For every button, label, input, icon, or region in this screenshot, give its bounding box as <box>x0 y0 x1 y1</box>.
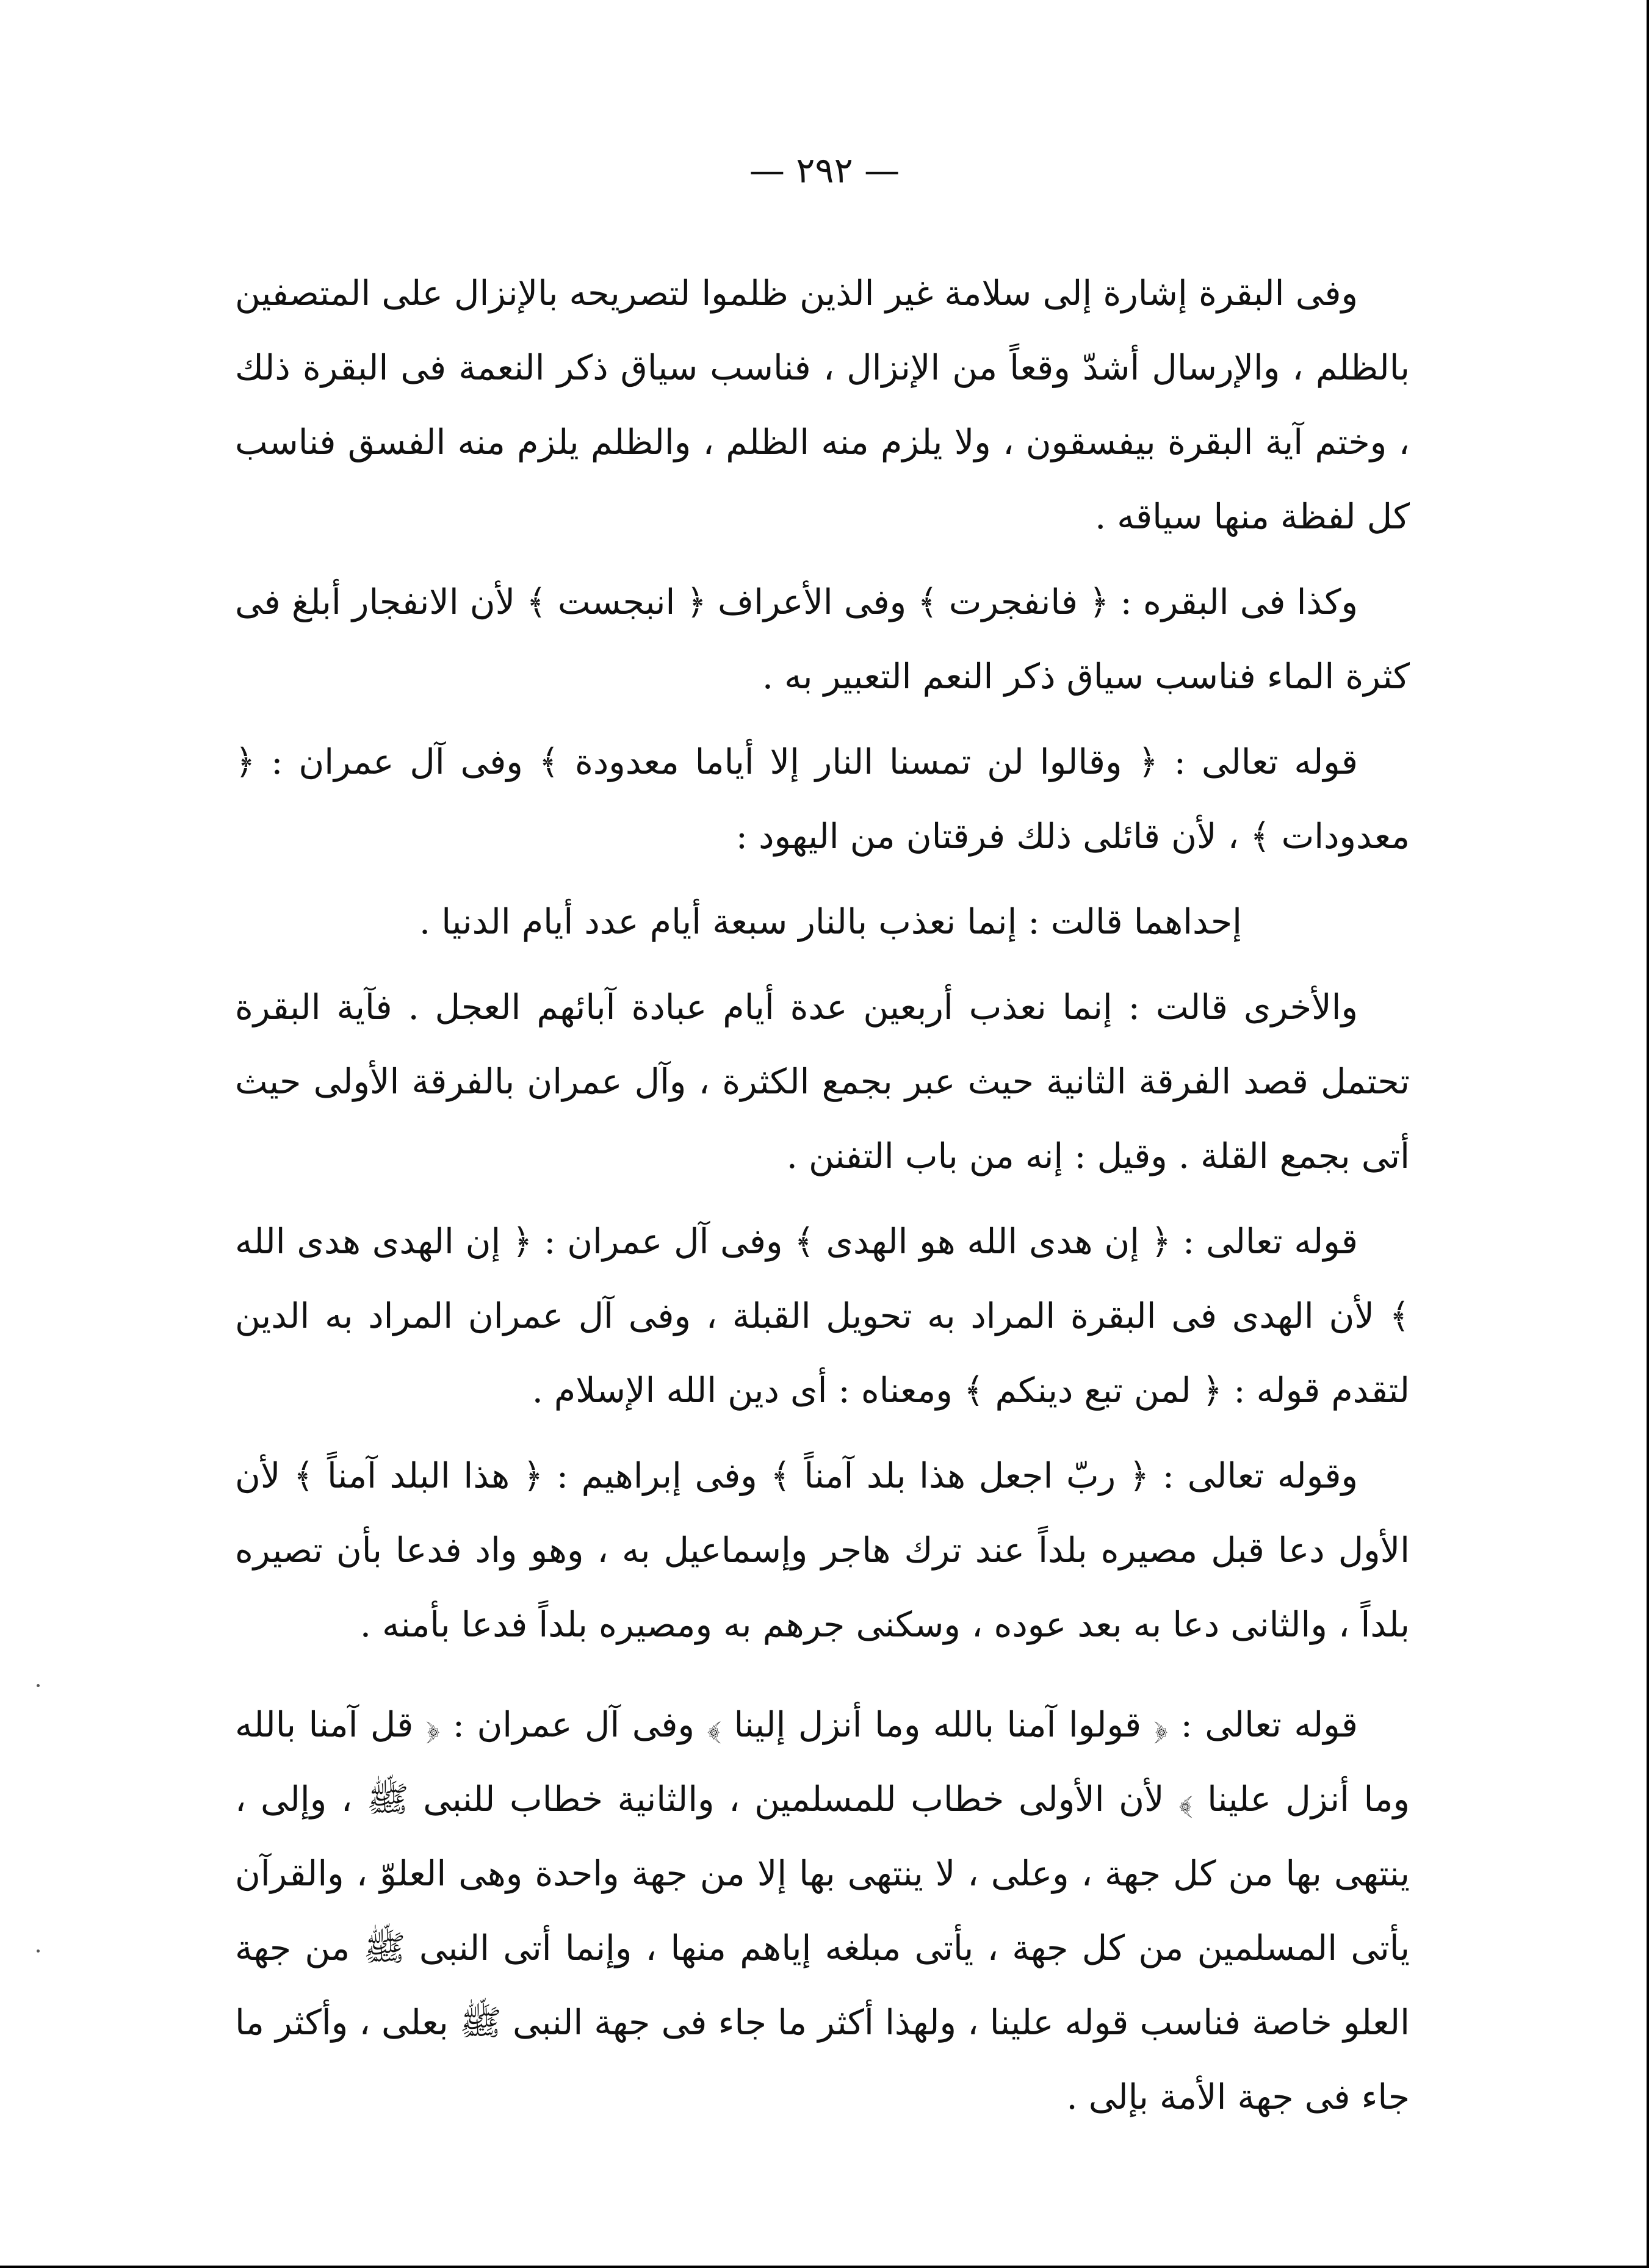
paragraph: قوله تعالى : ﴿ وقالوا لن تمسنا النار إلا أياما معدودة ﴾ وفى آل عمران : ﴿ معدودات ﴾ ، لأن قائلى ذلك فرقتان من اليهود : <box>235 742 1410 857</box>
page-number: — ٢٩٢ — <box>749 149 900 191</box>
paragraph: وفى البقرة إشارة إلى سلامة غير الذين ظلموا لتصريحه بالإنزال على المتصفين بالظلم ، والإرسال أشدّ وقعاً من الإنزال ، فناسب سياق ذكر النعمة فى البقرة ذلك ، وختم آية البقرة بيفسقون ، ولا يلزم منه الظلم ، والظلم يلزم منه الفسق فناسب كل لفظة منها سياقه . <box>235 273 1410 537</box>
paragraph: وكذا فى البقره : ﴿ فانفجرت ﴾ وفى الأعراف ﴿ انبجست ﴾ لأن الانفجار أبلغ فى كثرة الماء فناسب سياق ذكر النعم التعبير به . <box>235 582 1410 697</box>
paragraph: قوله تعالى : ﴿ إن هدى الله هو الهدى ﴾ وفى آل عمران : ﴿ إن الهدى هدى الله ﴾ لأن الهدى فى البقرة المراد به تحويل القبلة ، وفى آل عمران المراد به الدين لتقدم قوله : ﴿ لمن تبع دينكم ﴾ ومعناه : أى دين الله الإسلام . <box>235 1222 1410 1411</box>
paragraph: والأخرى قالت : إنما نعذب أربعين عدة أيام عبادة آبائهم العجل . فآية البقرة تحتمل قصد الفرقة الثانية حيث عبر بجمع الكثرة ، وآل عمران بالفرقة الأولى حيث أتى بجمع القلة . وقيل : إنه من باب التفنن . <box>235 987 1410 1176</box>
scan-speck <box>37 1684 40 1687</box>
paragraph: إحداهما قالت : إنما نعذب بالنار سبعة أيام عدد أيام الدنيا . <box>419 902 1242 942</box>
scan-speck <box>37 1949 40 1953</box>
paragraph: وقوله تعالى : ﴿ ربّ اجعل هذا بلد آمناً ﴾ وفى إبراهيم : ﴿ هذا البلد آمناً ﴾ لأن الأول دعا قبل مصيره بلداً عند ترك هاجر وإسماعيل به ، وهو واد فدعا بأن تصيره بلداً ، والثانى دعا به بعد عوده ، وسكنى جرهم به ومصيره بلداً فدعا بأمنه . <box>235 1456 1410 1645</box>
paragraph: قوله تعالى : ﴿ قولوا آمنا بالله وما أنزل إلينا ﴾ وفى آل عمران : ﴿ قل آمنا بالله وما أنزل علينا ﴾ لأن الأولى خطاب للمسلمين ، والثانية خطاب للنبى ﷺ ، وإلى ، ينتهى بها من كل جهة ، وعلى ، لا ينتهى بها إلا من جهة واحدة وهى العلوّ ، والقرآن يأتى المسلمين من كل جهة ، يأتى مبلغه إياهم منها ، وإنما أتى النبى ﷺ من جهة العلو خاصة فناسب قوله علينا ، ولهذا أكثر ما جاء فى جهة النبى ﷺ بعلى ، وأكثر ما جاء فى جهة الأمة بإلى . <box>235 1705 1410 2117</box>
body-text <box>235 256 1410 2145</box>
